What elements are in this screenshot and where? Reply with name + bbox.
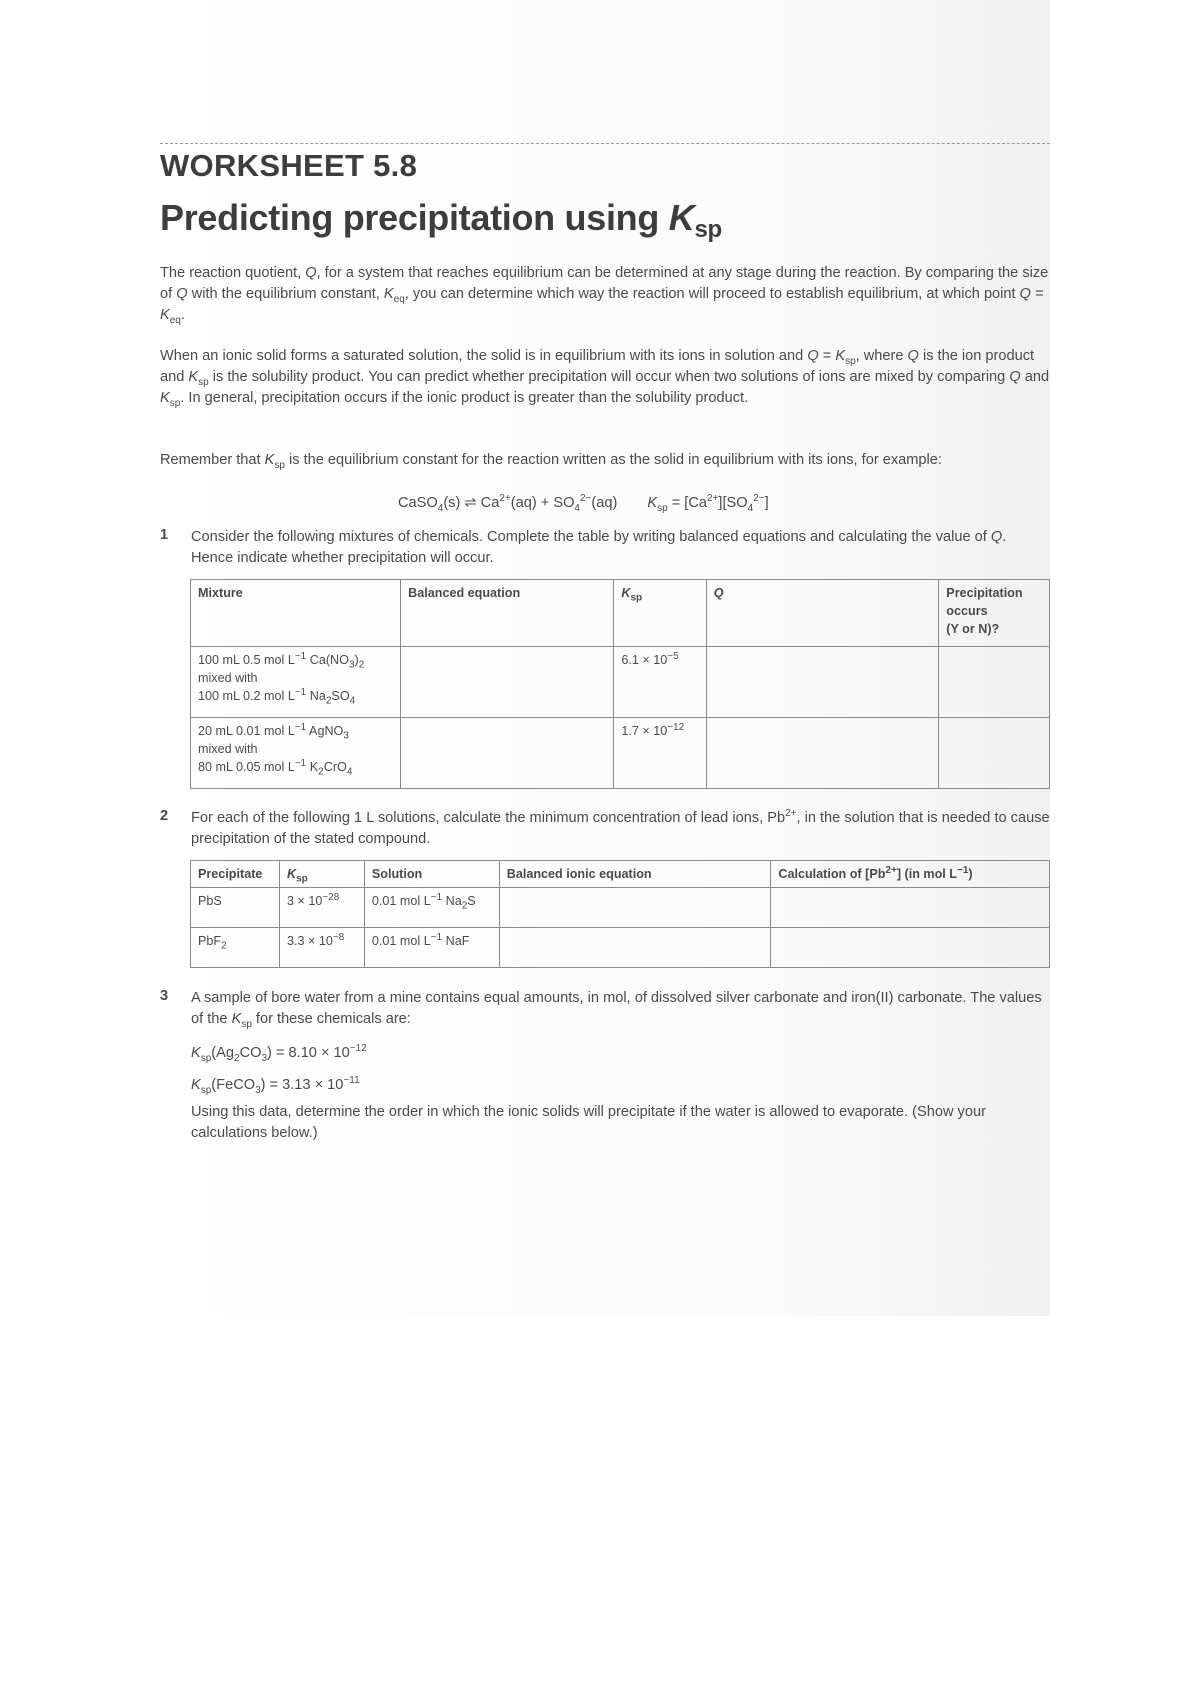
question-1-number: 1 — [160, 527, 169, 543]
example-equation: CaSO$_4$(s) ⇌ $Ca^{2+}(aq) + SO_4^{2-}(aq) K_{sp} = [Ca^{2+}][SO_4^{2-}]$ — [398, 493, 769, 514]
header-q: Q — [706, 580, 939, 647]
ionic-equation-answer-field[interactable] — [499, 928, 771, 968]
equilibrium-arrow-icon: ⇌ — [464, 495, 477, 511]
ksp-cell: $1.7 \times 10^{-12}$ — [614, 718, 706, 789]
question-3-number: 3 — [160, 988, 169, 1004]
q-answer-field[interactable] — [706, 647, 939, 718]
balanced-equation-answer-field[interactable] — [401, 647, 614, 718]
solution-cell: 0.01 mol $L^{-1}$ $Na_2S$ — [364, 888, 499, 928]
calculation-answer-field[interactable] — [771, 888, 1050, 928]
header-ksp: $K_{sp}$ — [614, 580, 706, 647]
question-1-text: Consider the following mixtures of chemicals. Complete the table by writing balanced equations and calculating the value of Q. Hence indicate whether precipitation will occur. — [191, 529, 1007, 566]
worksheet-number: WORKSHEET 5.8 — [160, 148, 418, 183]
question-2-text: For each of the following 1 L solutions, calculate the minimum concentration of lead ions, $Pb^{2+}$, in the solution that is needed to cause precipitation of the stated compound. — [191, 808, 1050, 847]
header-rule — [160, 143, 1050, 144]
precipitate-cell: PbS — [191, 888, 280, 928]
header-precipitate: Precipitate — [191, 861, 280, 888]
header-precipitation: Precipitation occurs (Y or N)? — [939, 580, 1050, 647]
question-2-number: 2 — [160, 808, 169, 824]
ksp-cell: $3 \times 10^{-28}$ — [279, 888, 364, 928]
table-header-row — [191, 580, 1050, 647]
mixtures-table — [190, 579, 1050, 789]
q-answer-field[interactable] — [706, 718, 939, 789]
table-row — [191, 888, 1050, 928]
calculation-answer-field[interactable] — [771, 928, 1050, 968]
mixture-cell: 100 mL 0.5 mol $L^{-1}$ $Ca(NO_3)_2$ mixed with 100 mL 0.2 mol $L^{-1}$ $Na_2SO_4$ — [191, 647, 401, 718]
balanced-equation-answer-field[interactable] — [401, 718, 614, 789]
precipitation-answer-field[interactable] — [939, 647, 1050, 718]
intro-paragraph-1: The reaction quotient, Q, for a system that reaches equilibrium can be determined at any stage during the reaction. By comparing the size of Q with the equilibrium constant, $K_{eq}$, you can determine which way the reaction will proceed to establish equilibrium, at which point $Q = K_{eq}$. — [160, 265, 1049, 326]
lead-ions-table — [190, 860, 1050, 968]
ksp-iron-carbonate: $K_{sp}(FeCO_3) = 3.13 \times 10^{-11}$ — [191, 1075, 360, 1096]
ionic-equation-answer-field[interactable] — [499, 888, 771, 928]
question-3-instruction: Using this data, determine the order in which the ionic solids will precipitate if the water is allowed to evaporate. (Show your calculations below.) — [191, 1104, 986, 1141]
ksp-silver-carbonate: $K_{sp}(Ag_2CO_3) = 8.10 \times 10^{-12}$ — [191, 1043, 367, 1064]
header-mixture: Mixture — [191, 580, 401, 647]
intro-paragraph-3: Remember that $K_{sp}$ is the equilibrium constant for the reaction written as the solid in equilibrium with its ions, for example: — [160, 452, 942, 471]
intro-paragraph-2: When an ionic solid forms a saturated solution, the solid is in equilibrium with its ions in solution and $Q = K_{sp}$, where Q is the ion product and $K_{sp}$ is the solubility product. You can predict whether precipitation will occur when two solutions of ions are mixed by comparing Q and $K_{sp}$. In general, precipitation occurs if the ionic product is greater than the solubility product. — [160, 348, 1050, 409]
header-balanced-equation: Balanced equation — [401, 580, 614, 647]
table-header-row — [191, 861, 1050, 888]
header-ionic-equation: Balanced ionic equation — [499, 861, 771, 888]
table-row — [191, 647, 1050, 718]
header-ksp: $K_{sp}$ — [279, 861, 364, 888]
header-calculation: Calculation of $[Pb^{2+}]$ (in mol $L^{-1}$) — [771, 861, 1050, 888]
precipitate-cell: PbF$_2$ — [191, 928, 280, 968]
solution-cell: 0.01 mol $L^{-1}$ NaF — [364, 928, 499, 968]
header-solution: Solution — [364, 861, 499, 888]
ksp-cell: $3.3 \times 10^{-8}$ — [279, 928, 364, 968]
precipitation-answer-field[interactable] — [939, 718, 1050, 789]
ksp-cell: $6.1 \times 10^{-5}$ — [614, 647, 706, 718]
table-row — [191, 718, 1050, 789]
mixture-cell: 20 mL 0.01 mol $L^{-1}$ AgNO$_3$ mixed with 80 mL 0.05 mol $L^{-1}$ $K_2CrO_4$ — [191, 718, 401, 789]
page-title: Predicting precipitation using $K_{sp}$ — [160, 197, 722, 243]
table-row — [191, 928, 1050, 968]
question-3-text: A sample of bore water from a mine contains equal amounts, in mol, of dissolved silver carbonate and iron(II) carbonate. The values of the $K_{sp}$ for these chemicals are: — [191, 990, 1042, 1030]
